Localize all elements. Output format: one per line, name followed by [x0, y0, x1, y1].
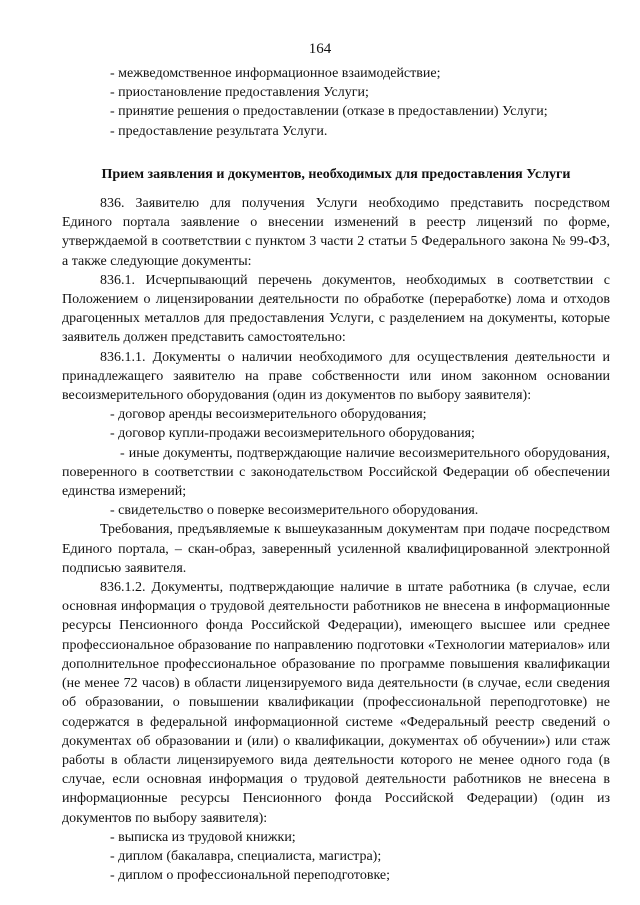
requirements-paragraph: Требования, предъявляемые к вышеуказанным документам при подаче посредством Единого портала, – скан-образ, заверенный усиленной квалифицированной электронной подписью заявителя.: [62, 522, 610, 576]
page-content: [62, 64, 610, 885]
list-item: - принятие решения о предоставлении (отказе в предоставлении) Услуги;: [110, 104, 548, 120]
list-item: - выписка из трудовой книжки;: [110, 829, 296, 845]
list-item: - иные документы, подтверждающие наличие весоизмерительного оборудования, поверенного в соответствии с законодательством Российской Федерации об обеспечении единства измерений;: [62, 445, 610, 500]
list-item: - диплом (бакалавра, специалиста, магистра);: [110, 848, 382, 864]
paragraph-836-1: 836.1. Исчерпывающий перечень документов, необходимых в соответствии с Положением о лицензировании деятельности по обработке (переработке) лома и отходов драгоценных металлов для предоставления Услуги, с разделением на документы, которые заявитель должен представить самостоятельно:: [62, 272, 610, 346]
list-item: - приостановление предоставления Услуги;: [110, 85, 369, 101]
paragraph-836-1-1: 836.1.1. Документы о наличии необходимого для осуществления деятельности и принадлежащего заявителю на праве собственности или ином законном основании весоизмерительного оборудования (один из документов по выбору заявителя):: [62, 349, 610, 404]
paragraph-836-1-2: 836.1.2. Документы, подтверждающие наличие в штате работника (в случае, если основная информация о трудовой деятельности работников не внесена в информационные ресурсы Пенсионного фонда Российской Федерации), имеющего высшее или среднее профессиональное образование по направлению подготовки «Технологии материалов» или дополнительное профессиональное образование по программе повышения квалификации (не менее 72 часов) в области лицензируемого вида деятельности (в случае, если сведения об образовании, о повышении квалификации (профессиональной переподготовке) не содержатся в федеральной информационной системе «Федеральный реестр сведений о документах об образовании и (или) о квалификации, документах об обучении») или стаж работы в области лицензируемого вида деятельности которого не менее одного года (в случае, если основная информация о трудовой деятельности работников не внесена в информационные ресурсы Пенсионного фонда Российской Федерации) (один из документов по выбору заявителя):: [62, 580, 610, 826]
list-item: - договор купли-продажи весоизмерительного оборудования;: [110, 426, 475, 442]
list-item: - договор аренды весоизмерительного оборудования;: [110, 407, 427, 423]
list-item: - диплом о профессиональной переподготовке;: [110, 868, 391, 884]
list-item: - межведомственное информационное взаимодействие;: [110, 66, 441, 81]
paragraph-836: 836. Заявителю для получения Услуги необходимо представить посредством Единого портала заявление о внесении изменений в реестр лицензий по форме, утверждаемой в соответствии с пунктом 3 части 2 статьи 5 Федерального закона № 99-ФЗ, а также следующие документы:: [62, 196, 610, 269]
page-number: 164: [308, 41, 332, 57]
list-item: - свидетельство о поверке весоизмерительного оборудования.: [110, 503, 479, 519]
section-heading: Прием заявления и документов, необходимых для предоставления Услуги: [101, 166, 571, 182]
list-item: - предоставление результата Услуги.: [110, 123, 328, 139]
